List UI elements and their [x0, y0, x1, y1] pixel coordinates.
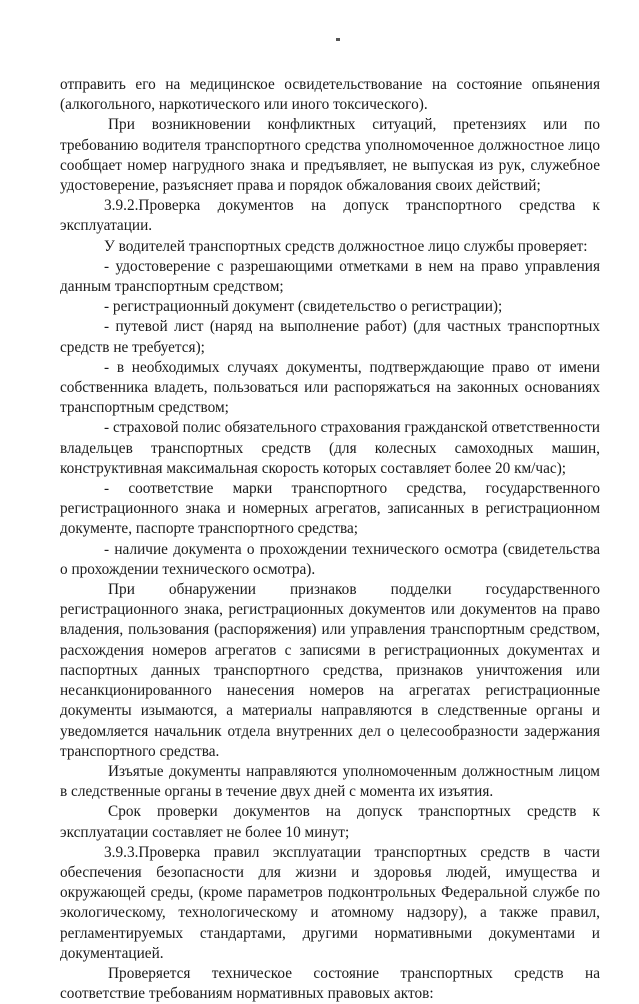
paragraph: отправить его на медицинское освидетельствование на состояние опьянения (алкогольного, наркотического или иного токсического). — [60, 76, 600, 114]
list-item: - регистрационный документ (свидетельство о регистрации); — [104, 298, 503, 316]
list-item: - в необходимых случаях документы, подтверждающие право от имени собственника владеть, пользоваться или распоряжаться на законных основаниях транспортным средством; — [60, 358, 600, 417]
document-body — [60, 75, 600, 1004]
scan-mark — [336, 38, 340, 41]
paragraph: Срок проверки документов на допуск транспортных средств к эксплуатации составляет не более 10 минут; — [60, 803, 600, 841]
list-item: - удостоверение с разрешающими отметками в нем на право управления данным транспортным средством; — [60, 257, 600, 296]
paragraph: При возникновении конфликтных ситуаций, претензиях или по требованию водителя транспортного средства уполномоченное должностное лицо сообщает номер нагрудного знака и предъявляет, не выпуская из рук, служебное удостоверение, разъясняет права и порядок обжалования своих действий; — [60, 116, 600, 195]
paragraph: При обнаружении признаков подделки государственного регистрационного знака, регистрационных документов или документов на право владения, пользования (распоряжения) или управления транспортным средством, расхождения номеров агрегатов с записями в регистрационных документах и паспортных данных транспортного средства, признаков уничтожения или несанкционированного нанесения номеров на агрегатах регистрационные документы изымаются, а материалы направляются в следственные органы и уведомляется начальник отдела внутренних дел о целесообразности задержания транспортного средства. — [60, 581, 600, 760]
section-heading: 3.9.2.Проверка документов на допуск транспортного средства к эксплуатации. — [60, 197, 600, 235]
list-item: - наличие документа о прохождении технического осмотра (свидетельства о прохождении технического осмотра). — [60, 540, 600, 578]
paragraph: У водителей транспортных средств должностное лицо службы проверяет: — [104, 237, 588, 255]
list-item: - соответствие марки транспортного средства, государственного регистрационного знака и номерных агрегатов, записанных в регистрационном документе, паспорте транспортного средства; — [60, 480, 600, 538]
section-heading: 3.9.3.Проверка правил эксплуатации транспортных средств в части обеспечения безопасности для жизни и здоровья людей, имущества и окружающей среды, (кроме параметров подконтрольных Федеральной службе по экологическому, технологическому и атомному надзору), а также правил, регламентируемых стандартами, другими нормативными документами и документацией. — [60, 843, 600, 962]
paragraph: Изъятые документы направляются уполномоченным должностным лицом в следственные органы в течение двух дней с момента их изъятия. — [60, 762, 600, 801]
list-item: - путевой лист (наряд на выполнение работ) (для частных транспортных средств не требуется); — [60, 318, 600, 356]
list-item: - страховой полис обязательного страхования гражданской ответственности владельцев транспортных средств (для колесных самоходных машин, конструктивная максимальная скорость которых составляет более 20 км/час); — [60, 419, 600, 477]
paragraph: Проверяется техническое состояние транспортных средств на соответствие требованиям нормативных правовых актов: — [60, 964, 600, 1003]
